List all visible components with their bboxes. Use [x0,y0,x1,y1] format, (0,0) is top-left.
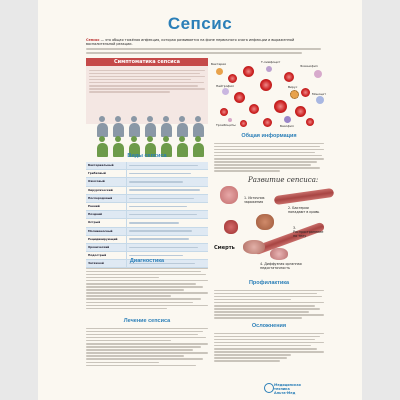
red-blood-cell [295,106,306,117]
death-label: Смерть [214,245,235,251]
bacteria-label: Бактерия [211,62,226,66]
prevention-heading: Профилактика [248,280,290,286]
lymphocyte-icon [266,66,272,72]
red-blood-cell [306,118,314,126]
red-blood-cell [263,118,272,127]
table-row: Подострый [86,252,208,260]
intro-text: — это общая тяжёлая инфекция, которая развивается на фоне первичного очага инфекции и выраженной воспалительной реакции. [86,38,295,47]
table-row: Ранний [86,203,208,211]
figure-person [192,116,204,137]
virus-icon [290,90,299,99]
brand-logo-icon [264,383,274,393]
red-blood-cell [240,120,247,127]
step4-label: 4. Диффузная органная недостаточность [260,262,302,270]
basophil-label: Базофил [280,124,294,128]
types-heading: Виды сепсиса [127,153,167,159]
intro-paragraph [86,38,321,56]
red-blood-cell [228,74,237,83]
figure-person [160,116,172,137]
table-row: Бактериальный [86,162,208,170]
table-row: Ожоговый [86,178,208,186]
types-table [86,162,208,268]
lungs-icon [220,186,238,204]
brand-line2: техника [274,387,290,391]
table-row: Молниеносный [86,228,208,236]
heart-icon [224,220,238,234]
prevention-text [214,288,324,320]
monocyte-label: Моноцит [312,92,326,96]
diagnostics-text [86,266,208,311]
platelets-label: Тромбоциты [216,123,236,127]
eosinophil-label: Эозинофил [300,64,318,68]
brand-line3: Альта-Мед [274,391,296,395]
liver-icon [256,214,274,230]
red-blood-cell [243,66,254,77]
figure-person [96,116,108,137]
table-row: Хронический [86,244,208,252]
neutrophil-icon [222,88,229,95]
red-blood-cell [220,108,228,116]
table-row: Острый [86,219,208,227]
virus-label: Вирус [288,85,298,89]
step1-label: 1. Источник заражения [244,196,265,204]
neutrophil-label: Нейтрофил [216,84,234,88]
complications-text [214,331,324,363]
organ-icon [270,248,288,260]
figure-person [144,116,156,137]
red-blood-cell [234,92,245,103]
table-row: Поздний [86,211,208,219]
basophil-icon [284,116,291,123]
eosinophil-icon [314,70,322,78]
table-row: Затяжной [86,260,208,268]
kidney-icon [243,240,265,254]
brand-logo [274,383,301,395]
step3-label: 3. Распространение по телу [293,226,324,238]
red-blood-cell [249,104,259,114]
figure-person [128,116,140,137]
poster-title: Сепсис [167,14,233,33]
table-row: Хирургический [86,187,208,195]
sepsis-poster [38,0,362,400]
platelets-icon [228,118,232,122]
table-row: Послеродовый [86,195,208,203]
monocyte-icon [316,96,324,104]
step2-label: 2. Бактерии попадают в кровь [288,206,320,214]
intro-lead: Сепсис [86,38,100,42]
figure-person [112,116,124,137]
complications-heading: Осложнения [251,323,287,329]
red-blood-cell [301,88,310,97]
table-row: Грибковый [86,170,208,178]
treatment-heading: Лечение сепсиса [123,318,171,324]
general-info-heading: Общая информация [241,133,297,139]
lymphocyte-label: Т-лимфоцит [261,60,281,64]
blood-vessel-icon [274,188,335,205]
figure-person [176,116,188,137]
general-info-text [214,141,324,173]
red-blood-cell [274,100,287,113]
bacteria-icon [216,68,223,75]
table-row: Рецидивирующий [86,236,208,244]
red-blood-cell [260,79,272,91]
red-blood-cell [284,72,294,82]
symptoms-heading: Симптоматика сепсиса [86,58,208,66]
diagnostics-heading: Диагностика [129,258,165,264]
brand-line1: Медицинская [274,383,301,387]
treatment-text [86,326,208,368]
development-heading: Развитие сепсиса: [248,176,319,184]
